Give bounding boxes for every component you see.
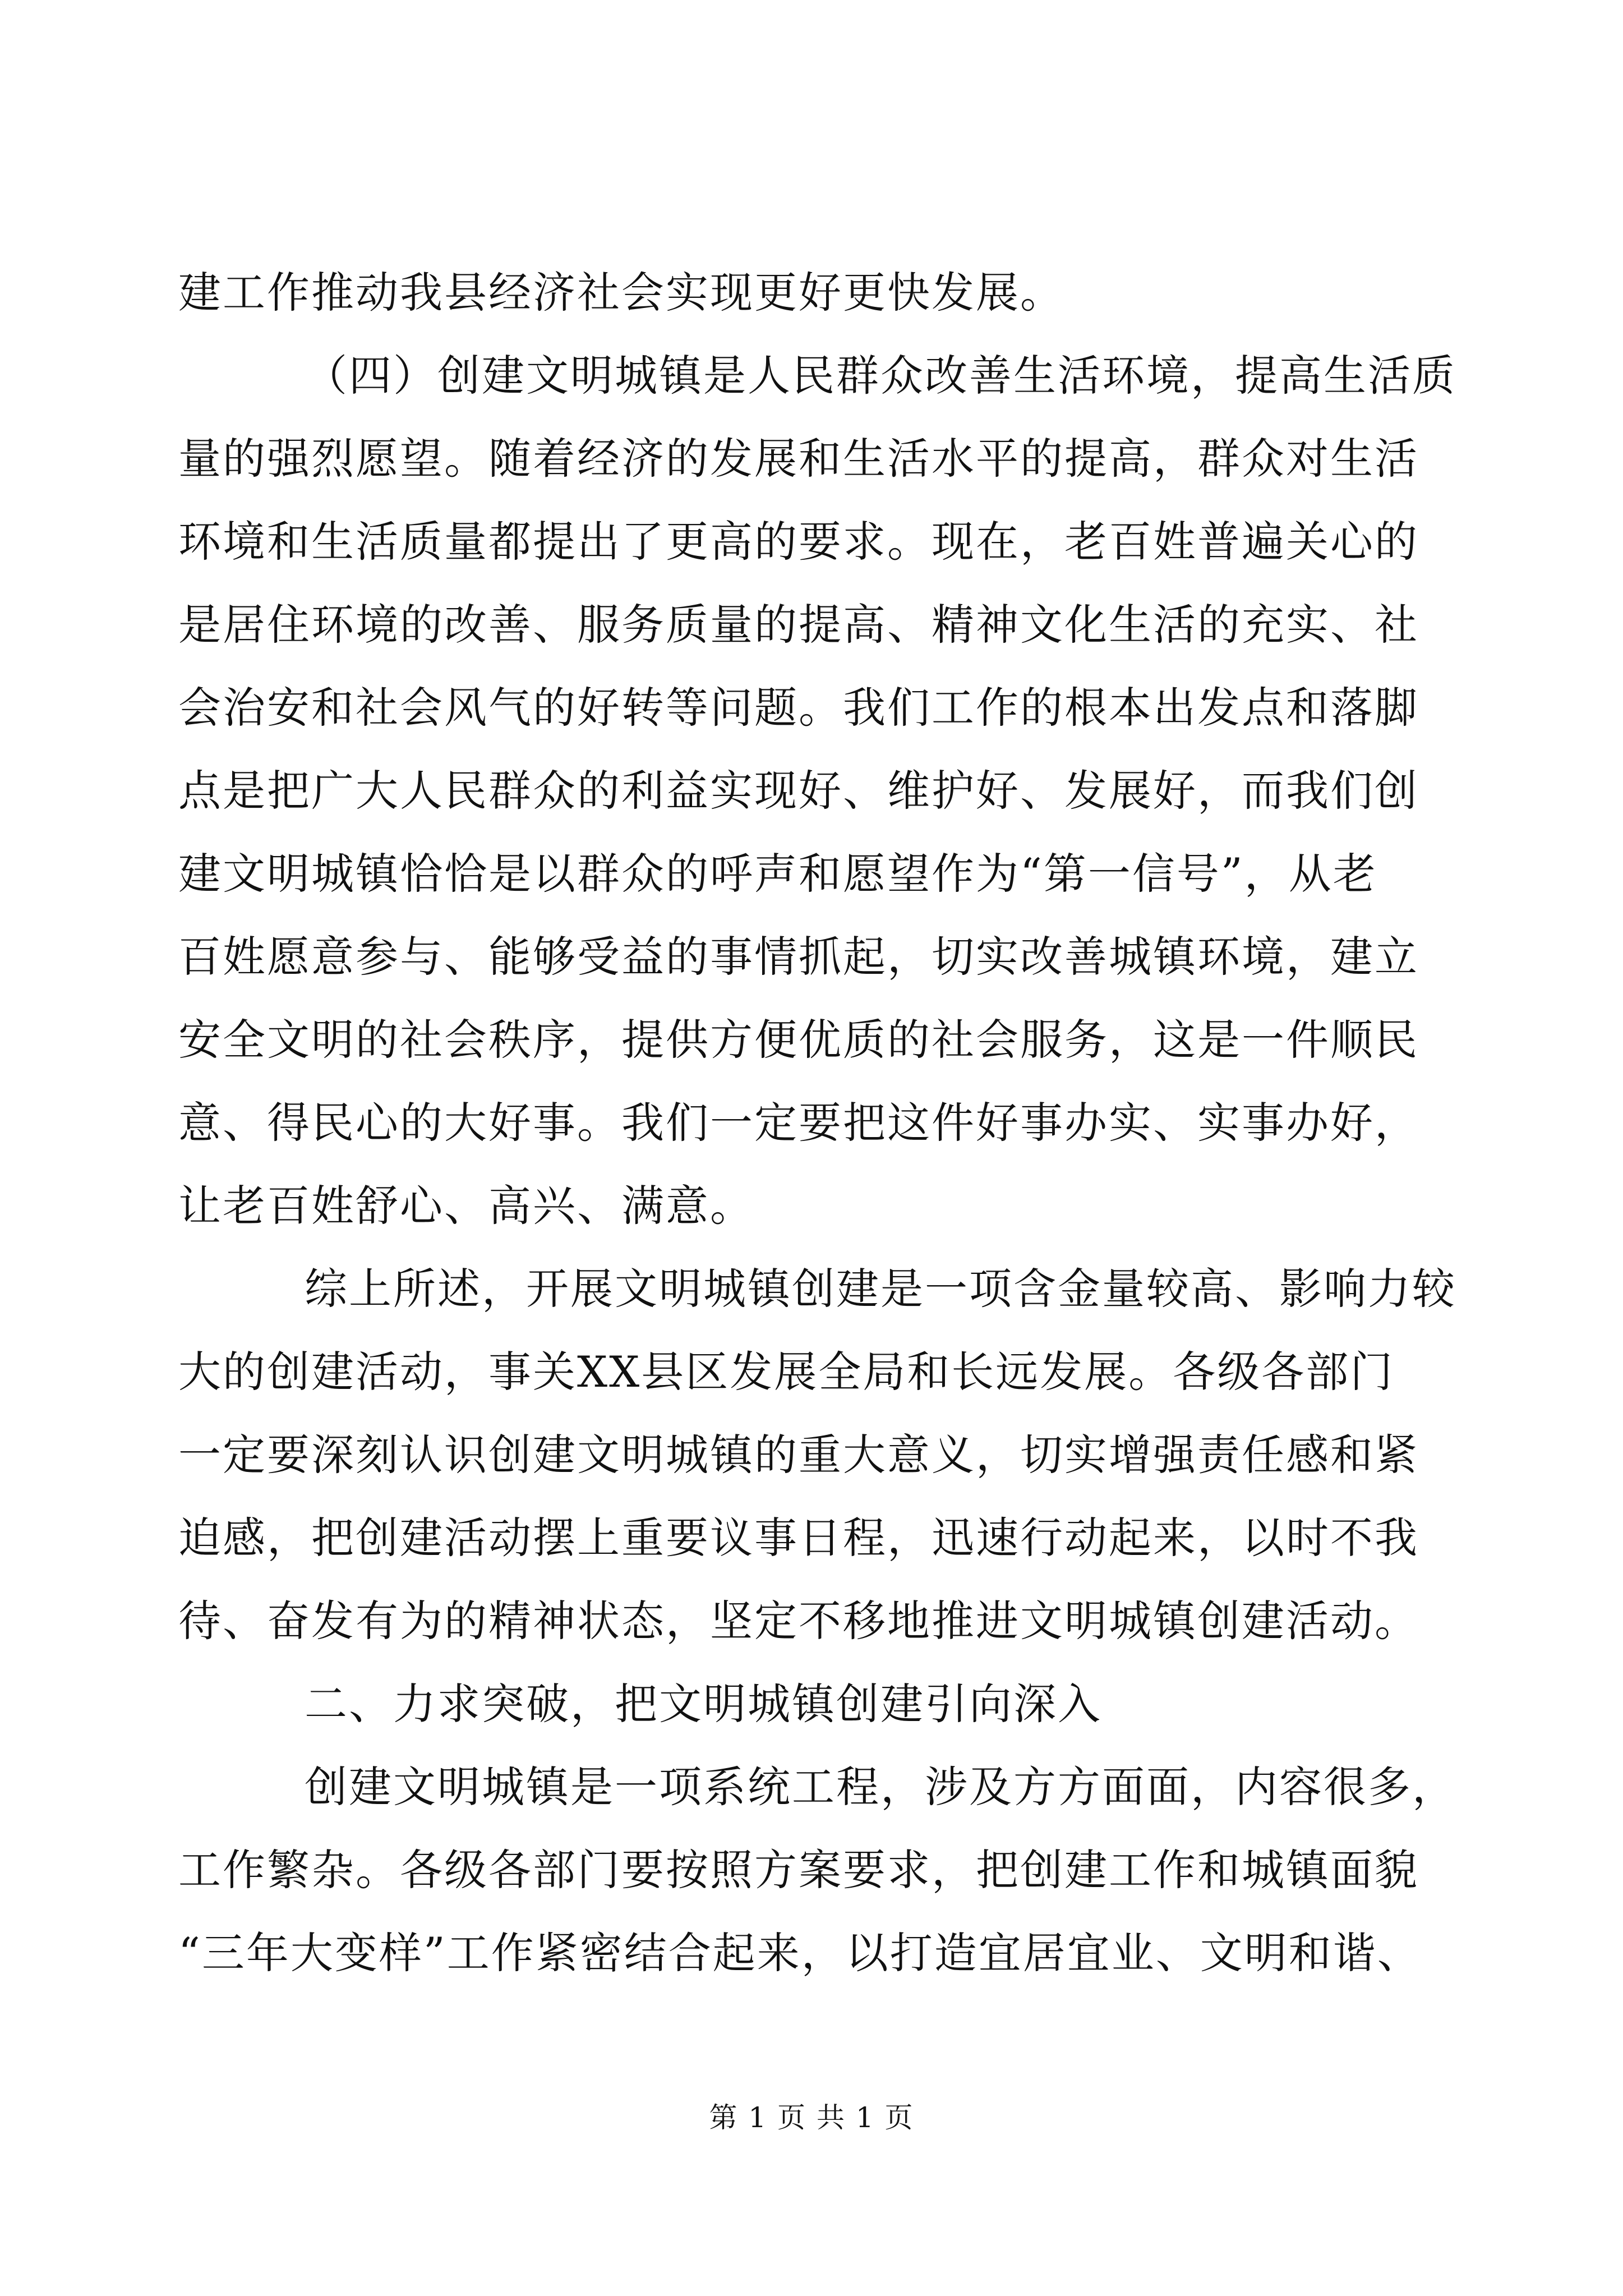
text-line-15: 一定要深刻认识创建文明城镇的重大意义，切实增强责任感和紧 [178, 1430, 1419, 1480]
text-line-9: 百姓愿意参与、能够受益的事情抓起，切实改善城镇环境，建立 [178, 932, 1419, 982]
text-line-13: 综上所述，开展文明城镇创建是一项含金量较高、影响力较 [305, 1264, 1456, 1314]
text-line-10: 安全文明的社会秩序，提供方便优质的社会服务，这是一件顺民 [178, 1015, 1419, 1065]
text-line-7: 点是把广大人民群众的利益实现好、维护好、发展好，而我们创 [178, 766, 1419, 816]
text-line-6: 会治安和社会风气的好转等问题。我们工作的根本出发点和落脚 [178, 683, 1419, 733]
text-line-8: 建文明城镇恰恰是以群众的呼声和愿望作为“第一信号”，从老 [178, 849, 1377, 899]
page-footer: 第 1 页 共 1 页 [709, 2101, 914, 2134]
text-line-11: 意、得民心的大好事。我们一定要把这件好事办实、实事办好， [178, 1098, 1419, 1148]
text-line-3: 量的强烈愿望。随着经济的发展和生活水平的提高，群众对生活 [178, 434, 1419, 484]
text-line-12: 让老百姓舒心、高兴、满意。 [178, 1181, 754, 1231]
text-line-21: “三年大变样”工作紧密结合起来，以打造宜居宜业、文明和谐、 [178, 1928, 1422, 1978]
text-line-17: 待、奋发有为的精神状态，坚定不移地推进文明城镇创建活动。 [178, 1596, 1419, 1646]
text-line-14: 大的创建活动，事关XX县区发展全局和长远发展。各级各部门 [178, 1347, 1395, 1397]
text-line-19: 创建文明城镇是一项系统工程，涉及方方面面，内容很多， [305, 1762, 1456, 1812]
text-line-20: 工作繁杂。各级各部门要按照方案要求，把创建工作和城镇面貌 [178, 1845, 1419, 1895]
text-line-16: 迫感，把创建活动摆上重要议事日程，迅速行动起来，以时不我 [178, 1513, 1419, 1563]
text-line-5: 是居住环境的改善、服务质量的提高、精神文化生活的充实、社 [178, 600, 1419, 650]
text-line-2: （四）创建文明城镇是人民群众改善生活环境，提高生活质 [305, 351, 1456, 401]
text-line-1: 建工作推动我县经济社会实现更好更快发展。 [178, 268, 1064, 318]
document-body [178, 251, 1456, 1995]
text-line-4: 环境和生活质量都提出了更高的要求。现在，老百姓普遍关心的 [178, 517, 1419, 567]
section-heading: 二、力求突破，把文明城镇创建引向深入 [305, 1679, 1102, 1729]
